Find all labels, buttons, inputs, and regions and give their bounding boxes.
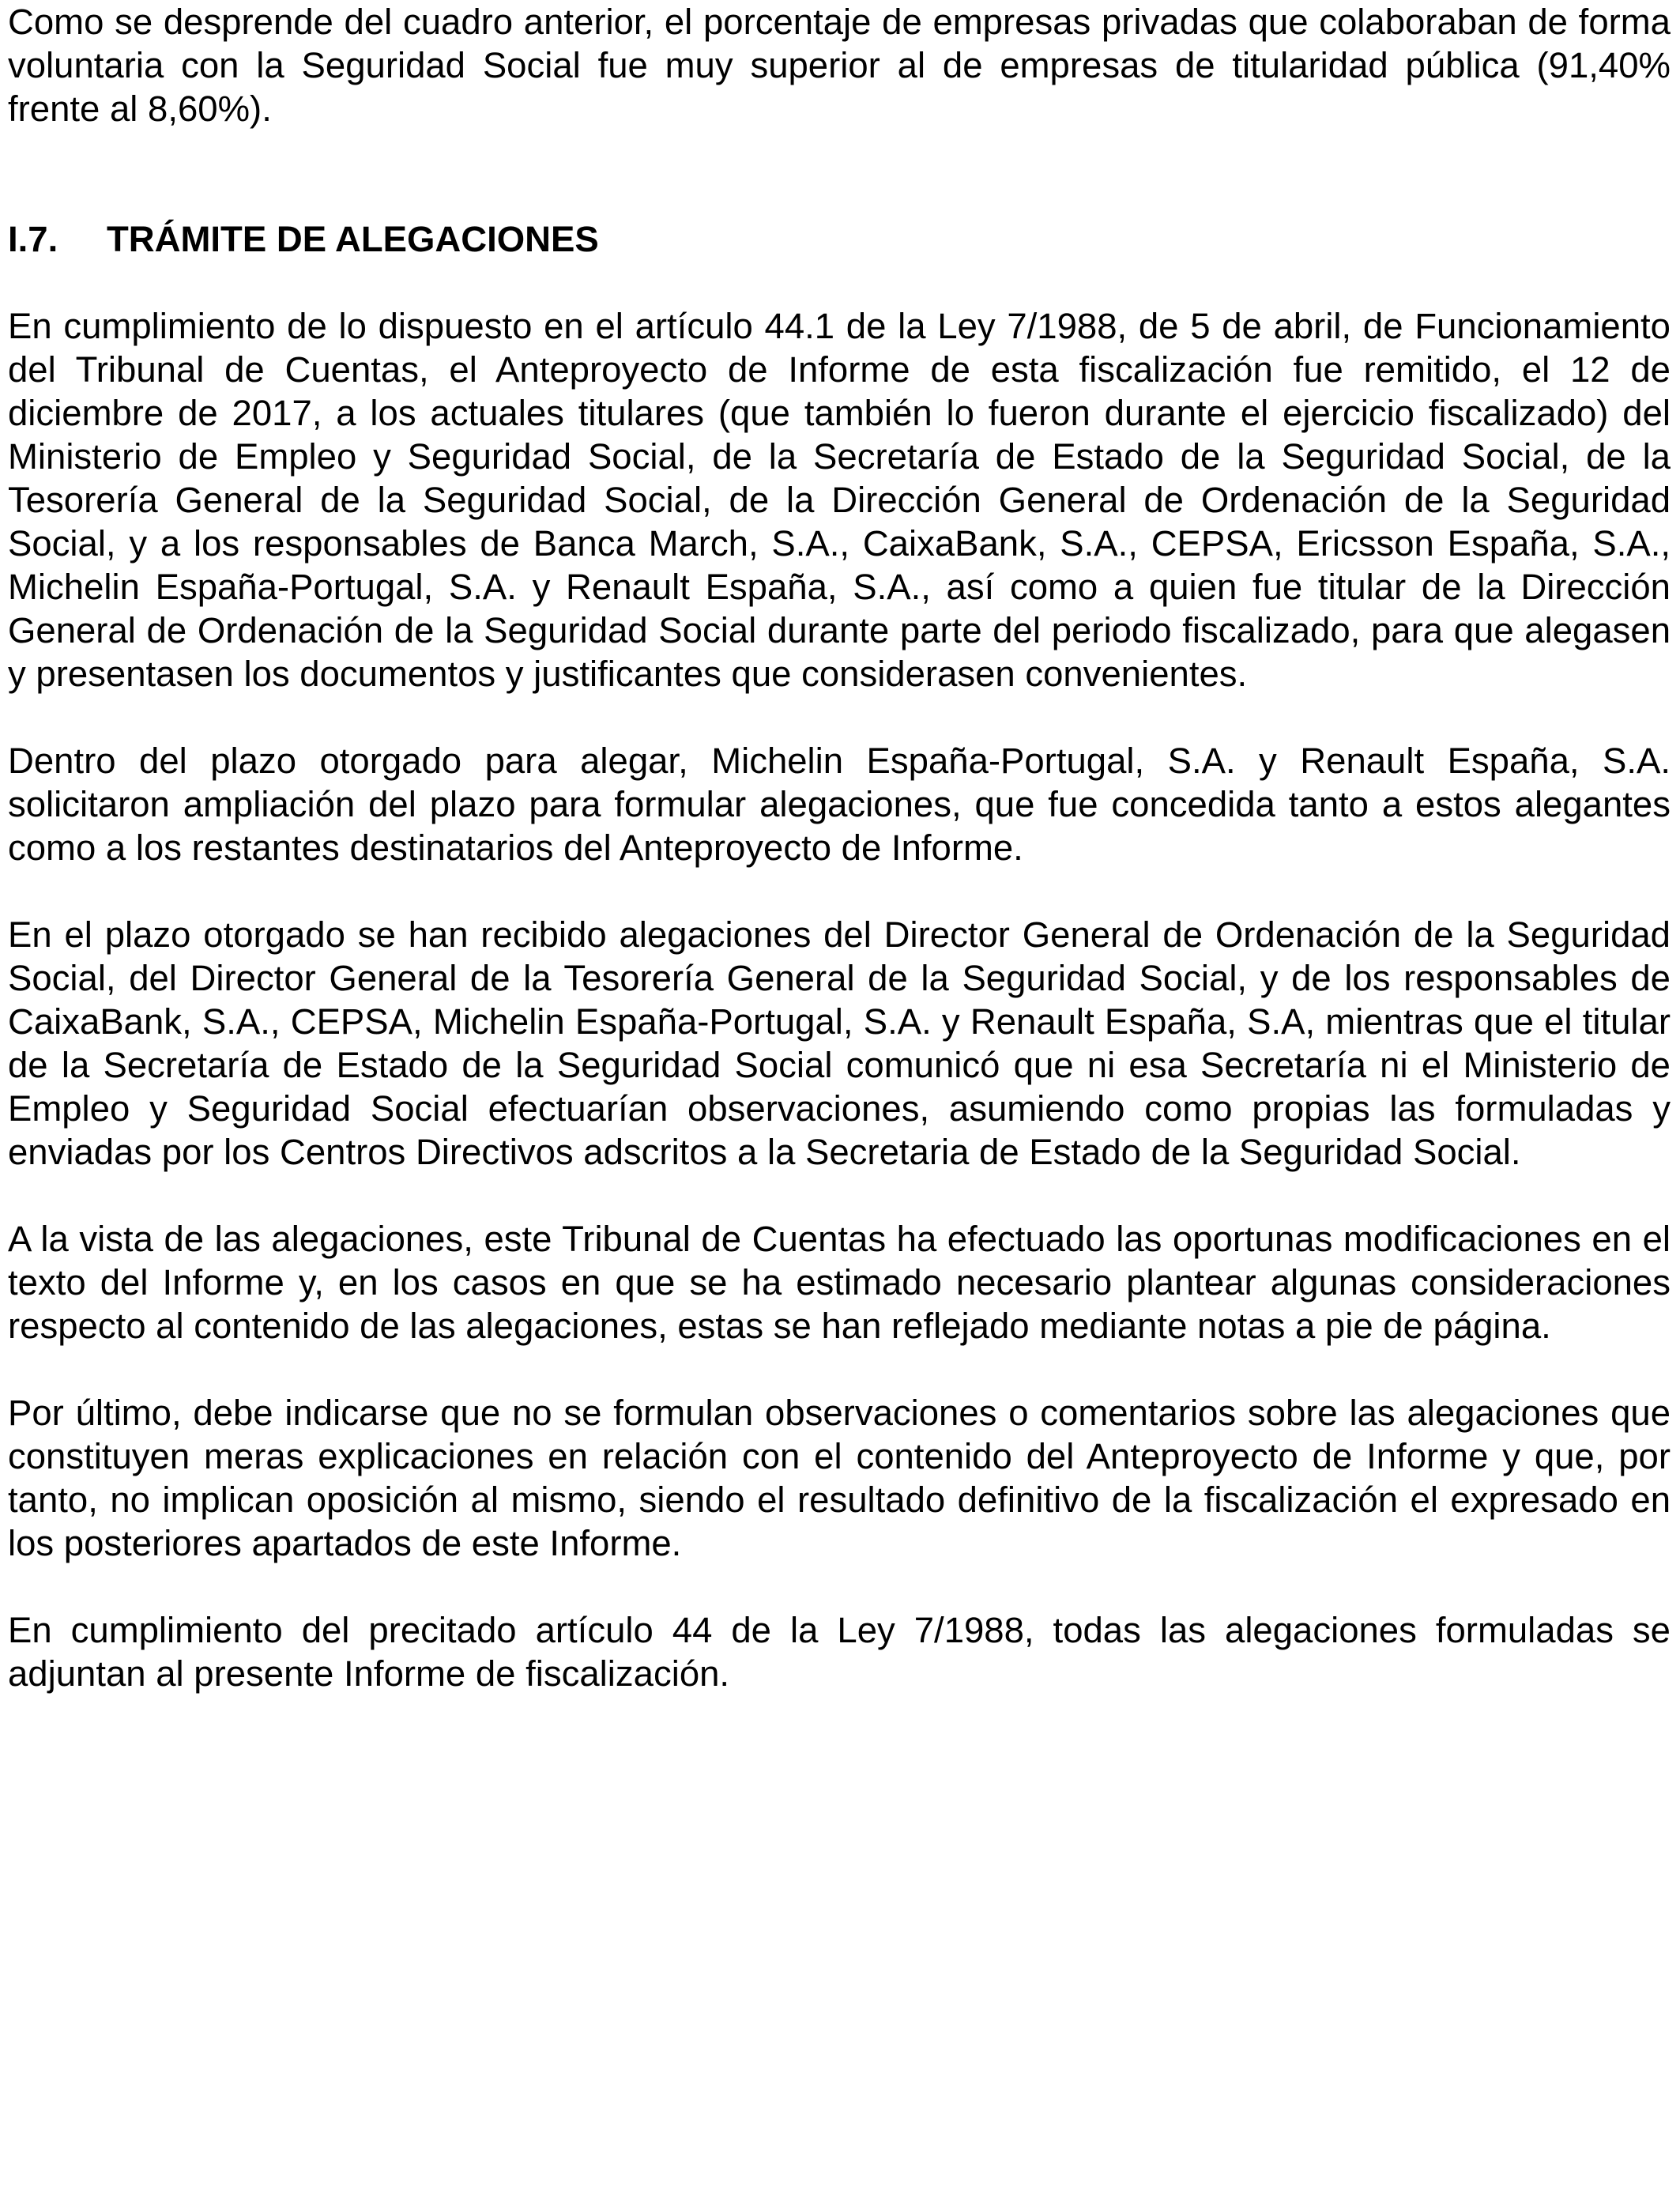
document-page xyxy=(8,0,1671,1695)
intro-paragraph: Como se desprende del cuadro anterior, el porcentaje de empresas privadas que colaboraban de forma voluntaria con la Seguridad Social fue muy superior al de empresas de titularidad pública (91,40% frente al 8,60%). xyxy=(8,2,1671,129)
section-heading xyxy=(8,217,1671,261)
body-paragraph: En cumplimiento de lo dispuesto en el artículo 44.1 de la Ley 7/1988, de 5 de abril, de Funcionamiento del Tribunal de Cuentas, el Anteproyecto de Informe de esta fiscalización fue remitido, el 12 de diciembre de 2017, a los actuales titulares (que también lo fueron durante el ejercicio fiscalizado) del Ministerio de Empleo y Seguridad Social, de la Secretaría de Estado de la Seguridad Social, de la Tesorería General de la Seguridad Social, de la Dirección General de Ordenación de la Seguridad Social, y a los responsables de Banca March, S.A., CaixaBank, S.A., CEPSA, Ericsson España, S.A., Michelin España-Portugal, S.A. y Renault España, S.A., así como a quien fue titular de la Dirección General de Ordenación de la Seguridad Social durante parte del periodo fiscalizado, para que alegasen y presentasen los documentos y justificantes que considerasen convenientes. xyxy=(8,306,1671,694)
body-paragraph: Dentro del plazo otorgado para alegar, Michelin España-Portugal, S.A. y Renault España, S.A. solicitaron ampliación del plazo para formular alegaciones, que fue concedida tanto a estos alegantes como a los restantes destinatarios del Anteproyecto de Informe. xyxy=(8,741,1671,868)
section-number: I.7. xyxy=(8,219,58,259)
section-title: TRÁMITE DE ALEGACIONES xyxy=(107,219,599,259)
body-paragraph: En cumplimiento del precitado artículo 44 de la Ley 7/1988, todas las alegaciones formuladas se adjuntan al presente Informe de fiscalización. xyxy=(8,1610,1671,1694)
body-paragraph: En el plazo otorgado se han recibido alegaciones del Director General de Ordenación de la Seguridad Social, del Director General de la Tesorería General de la Seguridad Social, y de los responsables de CaixaBank, S.A., CEPSA, Michelin España-Portugal, S.A. y Renault España, S.A, mientras que el titular de la Secretaría de Estado de la Seguridad Social comunicó que ni esa Secretaría ni el Ministerio de Empleo y Seguridad Social efectuarían observaciones, asumiendo como propias las formuladas y enviadas por los Centros Directivos adscritos a la Secretaria de Estado de la Seguridad Social. xyxy=(8,914,1671,1172)
body-paragraph: A la vista de las alegaciones, este Tribunal de Cuentas ha efectuado las oportunas modificaciones en el texto del Informe y, en los casos en que se ha estimado necesario plantear algunas consideraciones respecto al contenido de las alegaciones, estas se han reflejado mediante notas a pie de página. xyxy=(8,1219,1671,1346)
body-paragraph: Por último, debe indicarse que no se formulan observaciones o comentarios sobre las alegaciones que constituyen meras explicaciones en relación con el contenido del Anteproyecto de Informe y que, por tanto, no implican oposición al mismo, siendo el resultado definitivo de la fiscalización el expresado en los posteriores apartados de este Informe. xyxy=(8,1393,1671,1563)
